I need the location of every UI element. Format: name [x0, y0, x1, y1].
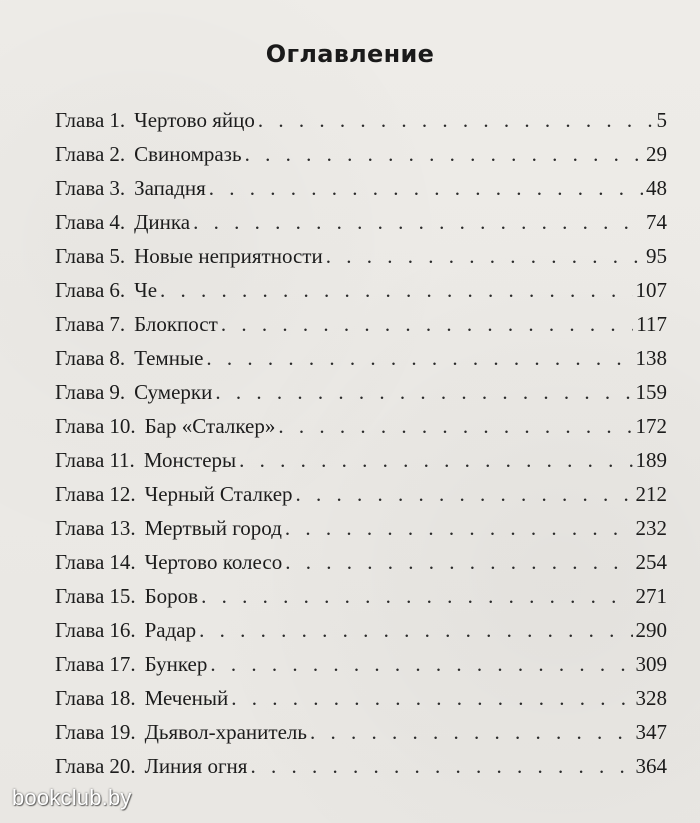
chapter-label	[55, 205, 125, 239]
page-number: 328	[635, 686, 667, 710]
chapter-number: 19.	[109, 720, 136, 744]
toc-entry	[55, 103, 667, 137]
chapter-number: 6.	[109, 278, 126, 302]
chapter-title: Чертово колесо	[144, 550, 283, 574]
chapter-number: 9.	[109, 380, 126, 404]
toc-entry	[55, 239, 667, 273]
chapter-title: Западня	[134, 176, 206, 200]
chapter-number: 14.	[109, 550, 136, 574]
chapter-number: 18.	[109, 686, 136, 710]
chapter-label	[55, 273, 125, 307]
chapter-title: Радар	[144, 618, 197, 642]
dot-leader	[326, 239, 643, 273]
chapter-title: Свиномразь	[134, 142, 242, 166]
dot-leader	[209, 171, 643, 205]
chapter-word: Глава	[55, 346, 105, 370]
page-title: Оглавление	[265, 40, 435, 68]
page-number: 5	[656, 108, 667, 132]
chapter-title: Динка	[134, 210, 191, 234]
chapter-title: Линия огня	[144, 754, 248, 778]
chapter-title: Черный Сталкер	[144, 482, 293, 506]
chapter-title: Чертово яйцо	[134, 108, 255, 132]
table-of-contents	[55, 103, 667, 783]
chapter-number: 4.	[109, 210, 126, 234]
page-number: 212	[635, 482, 667, 506]
page-number: 117	[636, 312, 667, 336]
chapter-number: 20.	[109, 754, 136, 778]
chapter-title: Темные	[134, 346, 204, 370]
watermark: bookclub.by	[12, 785, 132, 810]
page-number: 309	[635, 652, 667, 676]
chapter-label	[55, 647, 136, 681]
chapter-word: Глава	[55, 244, 105, 268]
chapter-label	[55, 375, 125, 409]
chapter-word: Глава	[55, 414, 105, 438]
dot-leader	[221, 307, 633, 341]
chapter-word: Глава	[55, 686, 105, 710]
dot-leader	[285, 511, 633, 545]
dot-leader	[258, 103, 654, 137]
chapter-label	[55, 137, 125, 171]
page-number: 95	[646, 244, 667, 268]
page-number: 290	[635, 618, 667, 642]
chapter-title: Че	[134, 278, 158, 302]
page-number: 271	[635, 584, 667, 608]
chapter-label	[55, 239, 125, 273]
chapter-number: 12.	[109, 482, 136, 506]
chapter-word: Глава	[55, 312, 105, 336]
dot-leader	[285, 545, 632, 579]
chapter-word: Глава	[55, 482, 105, 506]
dot-leader	[296, 477, 633, 511]
toc-entry	[55, 477, 667, 511]
chapter-label	[55, 409, 136, 443]
chapter-title: Дьявол-хранитель	[144, 720, 307, 744]
chapter-number: 15.	[109, 584, 136, 608]
chapter-label	[55, 681, 136, 715]
chapter-label	[55, 341, 125, 375]
chapter-word: Глава	[55, 584, 105, 608]
toc-entry	[55, 681, 667, 715]
chapter-title: Блокпост	[134, 312, 218, 336]
dot-leader	[193, 205, 643, 239]
chapter-label	[55, 103, 125, 137]
dot-leader	[310, 715, 633, 749]
chapter-label	[55, 307, 125, 341]
dot-leader	[278, 409, 632, 443]
chapter-title: Боров	[144, 584, 199, 608]
toc-entry	[55, 375, 667, 409]
chapter-title: Сумерки	[134, 380, 213, 404]
toc-entry	[55, 545, 667, 579]
dot-leader	[199, 613, 632, 647]
chapter-label	[55, 443, 135, 477]
chapter-label	[55, 477, 136, 511]
chapter-title: Меченый	[144, 686, 229, 710]
toc-entry	[55, 511, 667, 545]
chapter-word: Глава	[55, 448, 105, 472]
chapter-label	[55, 545, 136, 579]
chapter-number: 10.	[109, 414, 136, 438]
toc-entry	[55, 273, 667, 307]
dot-leader	[201, 579, 632, 613]
dot-leader	[215, 375, 632, 409]
chapter-title: Монстеры	[143, 448, 237, 472]
chapter-number: 11.	[109, 448, 135, 472]
chapter-number: 13.	[109, 516, 136, 540]
chapter-title: Мертвый город	[144, 516, 282, 540]
page-number: 189	[635, 448, 667, 472]
chapter-title: Новые неприятности	[134, 244, 323, 268]
page-number: 254	[635, 550, 667, 574]
toc-entry	[55, 579, 667, 613]
dot-leader	[231, 681, 632, 715]
dot-leader	[250, 749, 632, 783]
chapter-word: Глава	[55, 108, 105, 132]
chapter-title: Бар «Сталкер»	[144, 414, 276, 438]
toc-entry	[55, 137, 667, 171]
chapter-label	[55, 171, 125, 205]
page-number: 347	[635, 720, 667, 744]
chapter-word: Глава	[55, 516, 105, 540]
page-number: 232	[635, 516, 667, 540]
page-number: 29	[646, 142, 667, 166]
toc-entry	[55, 171, 667, 205]
toc-entry	[55, 749, 667, 783]
page-number: 107	[635, 278, 667, 302]
dot-leader	[206, 341, 632, 375]
chapter-number: 5.	[109, 244, 126, 268]
chapter-word: Глава	[55, 652, 105, 676]
chapter-number: 2.	[109, 142, 126, 166]
chapter-number: 7.	[109, 312, 126, 336]
chapter-number: 17.	[109, 652, 136, 676]
chapter-title: Бункер	[144, 652, 208, 676]
chapter-word: Глава	[55, 550, 105, 574]
chapter-word: Глава	[55, 380, 105, 404]
page-number: 172	[635, 414, 667, 438]
dot-leader	[210, 647, 632, 681]
chapter-word: Глава	[55, 278, 105, 302]
toc-entry	[55, 307, 667, 341]
chapter-number: 16.	[109, 618, 136, 642]
chapter-word: Глава	[55, 142, 105, 166]
toc-entry	[55, 443, 667, 477]
chapter-label	[55, 511, 136, 545]
chapter-word: Глава	[55, 720, 105, 744]
chapter-number: 3.	[109, 176, 126, 200]
toc-entry	[55, 715, 667, 749]
chapter-word: Глава	[55, 176, 105, 200]
page-number: 138	[635, 346, 667, 370]
chapter-label	[55, 613, 136, 647]
chapter-label	[55, 579, 136, 613]
chapter-label	[55, 749, 136, 783]
toc-entry	[55, 341, 667, 375]
page-number: 74	[646, 210, 667, 234]
page-number: 48	[646, 176, 667, 200]
toc-entry	[55, 647, 667, 681]
chapter-number: 1.	[109, 108, 126, 132]
dot-leader	[245, 137, 643, 171]
page-number: 364	[635, 754, 667, 778]
chapter-word: Глава	[55, 754, 105, 778]
toc-entry	[55, 205, 667, 239]
dot-leader	[239, 443, 632, 477]
chapter-number: 8.	[109, 346, 126, 370]
toc-entry	[55, 409, 667, 443]
chapter-word: Глава	[55, 618, 105, 642]
dot-leader	[160, 273, 632, 307]
chapter-label	[55, 715, 136, 749]
toc-entry	[55, 613, 667, 647]
chapter-word: Глава	[55, 210, 105, 234]
page-number: 159	[635, 380, 667, 404]
